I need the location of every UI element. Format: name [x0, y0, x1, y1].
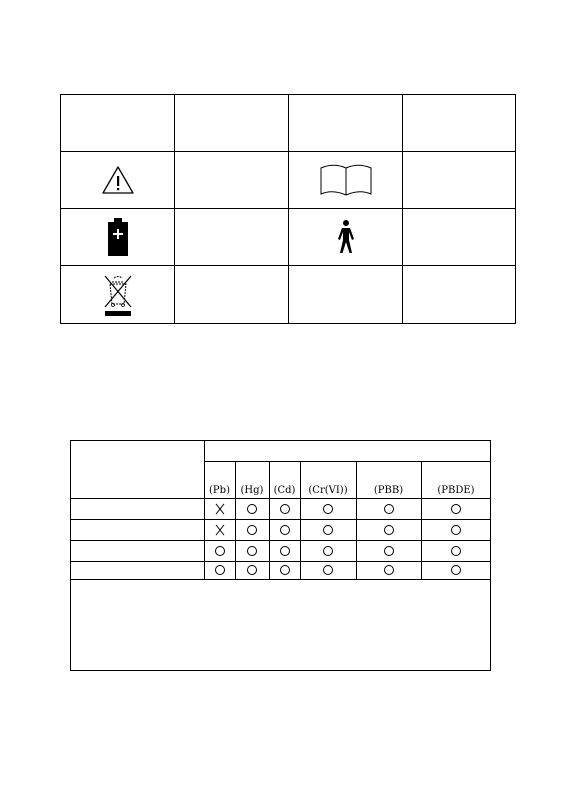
table-rule: [269, 461, 270, 579]
table-rule: [71, 498, 490, 499]
exceeds-limit-mark: [215, 504, 225, 514]
table-rule: [356, 461, 357, 579]
battery-plus-icon: [106, 217, 130, 257]
within-limit-mark: [451, 546, 461, 556]
table-rule: [204, 461, 490, 462]
symbol-description-cell: [175, 266, 289, 323]
within-limit-mark: [247, 546, 257, 556]
symbol-description-cell: [403, 266, 515, 323]
within-limit-mark: [280, 565, 290, 575]
column-header-pbb: (PBB): [373, 484, 404, 496]
table-rule: [71, 579, 490, 580]
within-limit-mark: [451, 565, 461, 575]
crossed-out-bin-icon: [101, 272, 135, 318]
table-rule: [71, 540, 490, 541]
symbol-description-cell: [175, 209, 289, 266]
symbol-table: [60, 94, 516, 324]
within-limit-mark: [451, 504, 461, 514]
within-limit-mark: [215, 565, 225, 575]
within-limit-mark: [247, 525, 257, 535]
within-limit-mark: [323, 504, 333, 514]
instruction-manual-icon: [317, 162, 375, 198]
table-rule: [71, 519, 490, 520]
within-limit-mark: [384, 546, 394, 556]
within-limit-mark: [323, 565, 333, 575]
symbol-cell: [61, 152, 175, 209]
column-header-crvi: (Cr(VI)): [308, 484, 348, 496]
symbol-cell: [61, 266, 175, 323]
warning-triangle-icon: [101, 165, 135, 195]
type-bf-person-icon: [334, 219, 358, 255]
within-limit-mark: [280, 525, 290, 535]
within-limit-mark: [384, 565, 394, 575]
symbol-header-cell: [403, 95, 515, 152]
column-header-pbde: (PBDE): [437, 484, 475, 496]
table-rule: [71, 561, 490, 562]
within-limit-mark: [384, 504, 394, 514]
hazardous-substance-table: [70, 440, 491, 671]
column-header-pb: (Pb): [209, 484, 230, 496]
symbol-header-cell: [61, 95, 175, 152]
table-rule: [204, 441, 205, 579]
exceeds-limit-mark: [215, 525, 225, 535]
symbol-header-cell: [289, 95, 403, 152]
within-limit-mark: [280, 546, 290, 556]
table-rule: [235, 461, 236, 579]
symbol-description-cell: [403, 209, 515, 266]
symbol-description-cell: [175, 152, 289, 209]
symbol-description-cell: [403, 152, 515, 209]
symbol-header-cell: [175, 95, 289, 152]
within-limit-mark: [323, 546, 333, 556]
within-limit-mark: [280, 504, 290, 514]
within-limit-mark: [247, 565, 257, 575]
within-limit-mark: [384, 525, 394, 535]
symbol-cell: [289, 152, 403, 209]
table-rule: [300, 461, 301, 579]
table-rule: [421, 461, 422, 579]
symbol-cell: [289, 266, 403, 323]
within-limit-mark: [323, 525, 333, 535]
within-limit-mark: [247, 504, 257, 514]
symbol-cell: [61, 209, 175, 266]
within-limit-mark: [451, 525, 461, 535]
symbol-cell: [289, 209, 403, 266]
within-limit-mark: [215, 546, 225, 556]
column-header-cd: (Cd): [273, 484, 296, 496]
column-header-hg: (Hg): [240, 484, 264, 496]
